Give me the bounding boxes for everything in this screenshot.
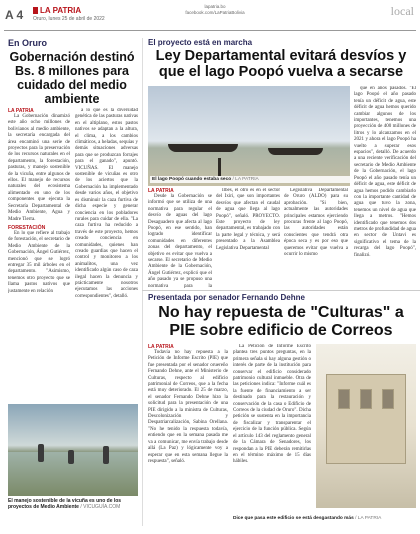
left-story-source: LA PATRIA	[8, 108, 34, 114]
main-story-col2	[216, 188, 280, 288]
second-story-col2	[233, 344, 311, 528]
main-story-para: Desde la Gobernación se informó que se utiliza de una normativa para regular el desvío de aguas del lago Desaguadero que afecta al lago Poopó, en ese sentido, han logrado identificar comunidades en diferentes zonas del departamento, el objetivo es evitar que vuelva a secarse. El secretario de Medio Ambiente de la Gobernación, Ángel Gutiérrez, explicó que el año pasado ya se propuso una normativa para la	[148, 194, 212, 288]
section-name: local	[390, 4, 414, 18]
left-story-col2	[75, 108, 138, 400]
main-story-col3	[284, 188, 348, 288]
second-story-para: Todavía no hay repuesta a la Petición de Informe Escrito (PIE) que fue presentada por el senador oruereño Fernando Dehne, ante el Ministerio de Culturas, respecto al edificio patrimonial de Correos, que a la fecha está muy deteriorado. El 25 de marzo, el senador Fernando Dehne hizo la solicitud para la presentación de una PIE dirigido a la ministra de Culturas, Descolonización y Despatriarcalización, Sabina Orellana. "No he tenido la respuesta todavía, entiendo que en la semana pasada me va a comunicar, me envía trabajo desde allá (La Paz) y lógicamente voy a esperar que en esta semana llegue la respuesta", señaló.	[148, 350, 228, 464]
second-story-title: No hay repuesta de "Culturas" a PIE sobre edificio de Correos	[158, 304, 404, 339]
vicuna-photo-caption: El manejo sostenible de la vicuña es uno de los proyectos de Medio Ambiente / VICUGUÍA.COM	[8, 498, 122, 510]
left-story-para: En lo que refiere al trabajo de forestación, el secretario de Medio Ambiente de la Gobernación, Ángel Gutiérrez, mencionó que se logró entregar 35 mil árboles en el departamento. "Asimismo, tenemos otro proyecto que se llama pastos nativos que justamente en relación	[8, 230, 70, 294]
main-story-col4	[354, 86, 416, 288]
site-url: lapatria.bo	[204, 4, 226, 9]
main-story-para: que en años pasados. "El lago Poopó el año pasado tenía un déficit de agua, este déficit de agua hemos querido cambiar algunos de los importantes, tenemos una proyección de 400 millones de litros y lo alcanzamos en el 2021 y ahora el lago Poopó ha vuelto a superar esos espacios", detalló. De acuerdo a una reciente verificación del secretario de Medio Ambiente de la Gobernación, el lago Poopó el año pasado tenía un déficit de agua, este déficit de agua hemos podido cambiarlo con la importante cantidad de agua que tuvo la zona, tenemos un nivel de agua que llega a metros. "Hemos identificado que tenemos dos metros de profundidad de agua en sector de Untavi es significativo el tema de la recarga del lago Poopó", finalizó.	[354, 86, 416, 258]
second-story-col1	[148, 344, 228, 528]
left-story-para: a lo que es la diversidad genética de las pasturas nativas en el altiplano, estos pastos nativos se adaptan a la altura, el clima, a los cambios climáticos, a heladas, sequías y demás situaciones adversas para que se produzcan forrajes para el ganado", apuntó. VICUÑAS. El manejo sostenible de vicuñas es otro de los aciertos que la Gobernación ha implementado desde varios años, el objetivo es disminuir la caza furtiva de dicha especie y generar conciencia en los pobladores rurales para cuidar de ella. "La caza furtiva ha reducido a través de este proyecto, hemos creado conciencia en comunidades, quienes han creado guardias que hacen el control y monitoreo a los animalitos, una vez identificado algún caso de caza ilegal hacen la denuncia y prácticamente nosotros ejecutamos las acciones correspondientes", detalló.	[75, 108, 138, 299]
newspaper-logo: LA PATRIA	[33, 6, 81, 15]
left-story-para: La Gobernación dinamizó este año ocho millones de bolivianos al medio ambiente, la secretaría encargada del área encaminó una serie de proyectos para la preservación de los recursos naturales en el departamento, la forestación, pasturas, y manejo sostenible de la vicuña, entre algunos de ellos. El manejo de recursos naturales del ecosistema alimentado en uno de los componentes que ejecuta la Secretaría Departamental de Medio Ambiente, Agua y Madre Tierra.	[8, 114, 70, 222]
issue-date: Oruro, lunes 25 de abril de 2022	[33, 16, 105, 22]
page-header	[0, 0, 420, 32]
site-info	[180, 4, 250, 16]
second-story-para: La Petición de Informe Escrito plantea tres puntos preguntas, en la primera señala si hay alguna gestión o interés de parte de la institución para conservar el edificio considerado patrimonio cultural inmueble. Otra de las peticiones indica: "Informe cuál es la fuente de financiamiento a ser destinado para la restauración y conservación de la casa o Edificio de Correos de la ciudad de Oruro". Dicha petición se sustenta en la importancia de fiscalizar y transparentar el ejercicio de la función pública. Según el artículo 143 del reglamento general de la Cámara de Senadores, los respondan a la PIE deberán remitirlas en el término máximo de 15 días hábiles.	[233, 344, 311, 465]
social-url: facebook.com/LaPatriaBolivia	[185, 10, 245, 15]
left-story-subhead: FORESTACIÓN	[8, 224, 46, 231]
main-story-source: LA PATRIA	[148, 188, 174, 194]
story-separator	[142, 290, 420, 291]
header-rule	[4, 30, 416, 31]
left-story-tag: En Oruro	[8, 38, 48, 48]
left-story-col1	[8, 108, 70, 400]
page-number: A 4	[5, 8, 24, 22]
left-story-title: Gobernación destinó Bs. 8 millones para cuidado del medio ambiente	[9, 50, 135, 106]
main-story-para: Legislativa Departamental de Oruro (ALDO) para su aprobación. "Si bien, actualmente las autoridades principales estamos ejerciendo procuras frente al lago Poopó, las autoridades están conscientes que tendrá otra época seca y es por eso que queremos evitar que vuelva a ocurrir lo mismo	[284, 188, 348, 258]
main-story-tag: El proyecto está en marcha	[148, 38, 253, 47]
main-story-title: Ley Departamental evitará desvíos y que el lago Poopó vuelva a secarse	[155, 48, 407, 80]
correos-photo-caption: Dice que pasa este edificio se está desgastando más / LA PATRIA	[233, 516, 382, 521]
second-story-tag: Presentada por senador Fernando Dehne	[148, 293, 305, 302]
logo-mark-icon	[33, 7, 38, 14]
lake-poopo-photo	[148, 86, 350, 186]
correos-building-photo	[316, 344, 416, 508]
main-story-col1	[148, 188, 212, 288]
second-story-source: LA PATRIA	[148, 344, 174, 350]
column-divider	[142, 38, 143, 526]
lake-photo-caption: El lago Poopó cuando estaba seco / LA PATRIA	[150, 176, 350, 183]
main-story-para: Ilbes, el otro es en el sector del Ixiri, que son importantes desvíos que afectan el caudal de agua que llega al lago Poopó", señaló. PROYECTO. Este proyecto de ley departamental, es trabajado con la parte legal y técnica, y será presentado a la Asamblea Legislativa Departamental	[216, 188, 280, 251]
vicuna-photo	[8, 404, 138, 496]
